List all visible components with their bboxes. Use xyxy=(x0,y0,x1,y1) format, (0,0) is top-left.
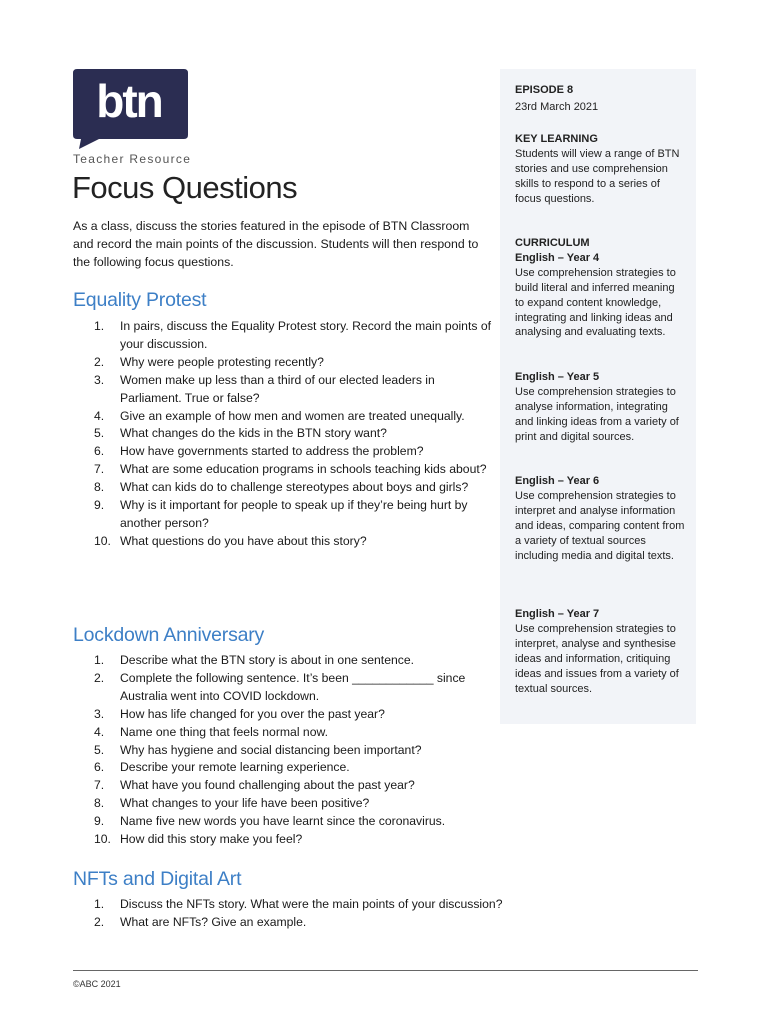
question-list-nfts-digital-art xyxy=(73,896,553,932)
question-item: 8. What changes to your life have been positive? xyxy=(94,796,370,811)
question-item: 7. What are some education programs in schools teaching kids about? xyxy=(94,462,487,477)
btn-logo xyxy=(73,69,188,149)
question-item: 2. Why were people protesting recently? xyxy=(94,354,324,369)
copyright-text: ©ABC 2021 xyxy=(73,979,121,989)
question-item: 4. Give an example of how men and women are treated unequally. xyxy=(94,408,465,423)
logo-text: btn xyxy=(96,75,162,127)
question-item: 2. Complete the following sentence. It’s been ____________ since Australia went into COVID lockdown. xyxy=(94,670,466,703)
curriculum-block xyxy=(515,236,685,340)
question-item: 5. What changes do the kids in the BTN story want? xyxy=(94,426,387,441)
sidebar-panel xyxy=(500,69,696,724)
intro-paragraph: As a class, discuss the stories featured in the episode of BTN Classroom and record the main points of the discussion. Students will then respond to the following focus questions. xyxy=(73,219,479,269)
question-item: 3. How has life changed for you over the past year? xyxy=(94,706,385,721)
footer-divider xyxy=(73,970,698,971)
teacher-resource-label: Teacher Resource xyxy=(73,152,192,166)
question-item: 7. What have you found challenging about the past year? xyxy=(94,778,415,793)
curriculum-year-text: Use comprehension strategies to analyse information, integrating and linking ideas from a variety of print and digital sources. xyxy=(515,385,679,443)
question-item: 5. Why has hygiene and social distancing been important? xyxy=(94,742,422,757)
question-item: 2. What are NFTs? Give an example. xyxy=(94,914,307,929)
curriculum-year-heading: English – Year 6 xyxy=(515,475,600,487)
curriculum-block xyxy=(515,370,685,445)
question-item: 1. Describe what the BTN story is about in one sentence. xyxy=(94,653,415,667)
curriculum-year-heading: English – Year 4 xyxy=(515,251,600,264)
section-heading-equality-protest: Equality Protest xyxy=(73,289,207,311)
question-item: 3. Women make up less than a third of our elected leaders in Parliament. True or false? xyxy=(94,372,435,405)
question-item: 1. Discuss the NFTs story. What were the main points of your discussion? xyxy=(94,897,503,911)
curriculum-block xyxy=(515,474,685,563)
curriculum-year-text: Use comprehension strategies to build literal and inferred meaning to expand content knowledge, integrating and linking ideas and analysing and evaluating texts. xyxy=(515,266,676,339)
question-list-lockdown-anniversary xyxy=(73,652,493,849)
question-item: 9. Name five new words you have learnt since the coronavirus. xyxy=(94,814,446,829)
section-heading-nfts-digital-art: NFTs and Digital Art xyxy=(73,868,242,890)
episode-label: EPISODE 8 xyxy=(515,84,574,96)
curriculum-year-heading: English – Year 5 xyxy=(515,371,600,383)
key-learning-heading: KEY LEARNING xyxy=(515,133,598,145)
question-item: 9. Why is it important for people to speak up if they’re being hurt by another person? xyxy=(94,498,468,530)
curriculum-heading: CURRICULUM xyxy=(515,237,590,249)
question-list-equality-protest xyxy=(73,318,493,551)
curriculum-year-text: Use comprehension strategies to interpret and analyse information and ideas, comparing content from a variety of textual sources including media and digital texts. xyxy=(515,489,685,562)
episode-date: 23rd March 2021 xyxy=(515,100,599,113)
question-item: 8. What can kids do to challenge stereotypes about boys and girls? xyxy=(94,480,469,495)
key-learning-block xyxy=(515,132,685,207)
section-heading-lockdown-anniversary: Lockdown Anniversary xyxy=(73,624,265,646)
question-item: 1. In pairs, discuss the Equality Protest story. Record the main points of your discussion. xyxy=(94,319,491,351)
question-item: 10. How did this story make you feel? xyxy=(94,832,303,847)
question-item: 6. How have governments started to address the problem? xyxy=(94,444,424,459)
episode-info xyxy=(515,83,685,115)
curriculum-year-text: Use comprehension strategies to interpret, analyse and synthesise ideas and information, critiquing ideas and issues from a variety of textual sources. xyxy=(515,622,679,695)
key-learning-text: Students will view a range of BTN stories and use comprehension skills to respond to a series of focus questions. xyxy=(515,147,680,205)
curriculum-year-heading: English – Year 7 xyxy=(515,608,600,620)
question-item: 6. Describe your remote learning experience. xyxy=(94,760,350,775)
curriculum-block xyxy=(515,607,685,696)
question-item: 4. Name one thing that feels normal now. xyxy=(94,724,328,739)
page-title: Focus Questions xyxy=(72,170,298,205)
question-item: 10. What questions do you have about this story? xyxy=(94,533,367,548)
